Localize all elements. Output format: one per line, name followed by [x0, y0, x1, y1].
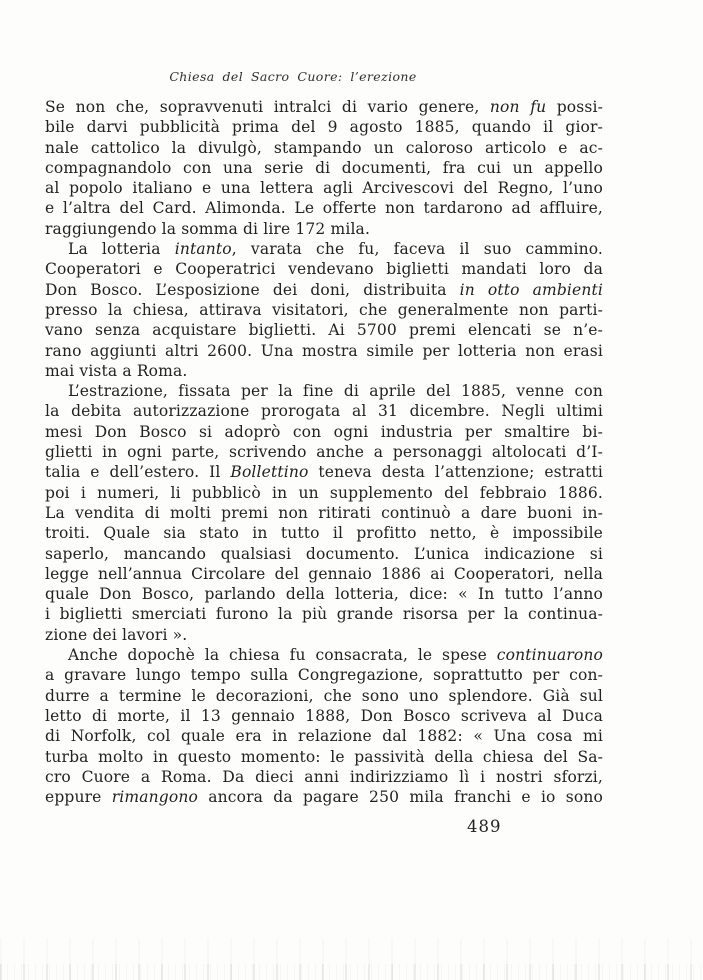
paragraph: [45, 239, 603, 381]
text-line: zione dei lavori ».: [45, 625, 188, 644]
text-line: poi i numeri, li pubblicò in un supplemento del febbraio 1886.: [45, 483, 603, 502]
text-line: quale Don Bosco, parlando della lotteria, dice: « In tutto l’anno: [45, 585, 603, 604]
text-line: rano aggiunti altri 2600. Una mostra simile per lotteria non erasi: [45, 341, 603, 360]
page-number: 489: [467, 817, 502, 836]
text-line: glietti in ogni parte, scrivendo anche a personaggi altolocati d’I-: [45, 443, 603, 462]
text-line: La lotteria intanto, varata che fu, faceva il suo cammino.: [68, 240, 603, 259]
text-line: compagnandolo con una serie di documenti, fra cui un appello: [45, 158, 603, 177]
text-line: a gravare lungo tempo sulla Congregazione, soprattutto per con-: [45, 666, 603, 685]
paragraph: [45, 645, 603, 807]
text-line: Anche dopochè la chiesa fu consacrata, le spese continuarono: [68, 646, 603, 665]
text-line: talia e dell’estero. Il Bollettino teneva desta l’attenzione; estratti: [45, 463, 603, 482]
scan-edge-artifact: [0, 964, 703, 980]
text-line: La vendita di molti premi non ritirati continuò a dare buoni in-: [45, 503, 603, 522]
text-line: al popolo italiano e una lettera agli Arcivescovi del Regno, l’uno: [45, 179, 603, 198]
page-text: [45, 97, 603, 807]
text-line: cro Cuore a Roma. Da dieci anni indirizziamo lì i nostri sforzi,: [45, 767, 603, 786]
text-line: troiti. Quale sia stato in tutto il profitto netto, è impossibile: [45, 524, 603, 543]
text-line: L’estrazione, fissata per la fine di aprile del 1885, venne con: [68, 382, 603, 401]
text-line: saperlo, mancando qualsiasi documento. L’unica indicazione si: [45, 544, 603, 563]
scan-edge-artifact: [0, 938, 703, 964]
text-line: i biglietti smerciati furono la più grande risorsa per la continua-: [45, 605, 603, 624]
text-line: di Norfolk, col quale era in relazione dal 1882: « Una cosa mi: [45, 727, 603, 746]
text-line: Don Bosco. L’esposizione dei doni, distribuita in otto ambienti: [45, 280, 603, 299]
paragraph: [45, 381, 603, 645]
running-header: Chiesa del Sacro Cuore: l’erezione: [169, 69, 417, 84]
text-line: mesi Don Bosco si adoprò con ogni industria per smaltire bi-: [45, 422, 603, 441]
text-line: durre a termine le decorazioni, che sono uno splendore. Già sul: [45, 686, 603, 705]
text-line: mai vista a Roma.: [45, 361, 188, 380]
text-line: bile darvi pubblicità prima del 9 agosto 1885, quando il gior-: [45, 118, 603, 137]
text-line: legge nell’annua Circolare del gennaio 1886 ai Cooperatori, nella: [45, 564, 603, 583]
text-line: la debita autorizzazione prorogata al 31 dicembre. Negli ultimi: [45, 402, 603, 421]
paragraph: [45, 97, 603, 239]
text-line: eppure rimangono ancora da pagare 250 mila franchi e io sono: [45, 788, 603, 807]
text-line: letto di morte, il 13 gennaio 1888, Don Bosco scriveva al Duca: [45, 706, 603, 725]
text-line: turba molto in questo momento: le passività della chiesa del Sa-: [45, 747, 603, 766]
text-line: vano senza acquistare biglietti. Ai 5700 premi elencati se n’e-: [45, 321, 603, 340]
text-line: raggiungendo la somma di lire 172 mila.: [45, 219, 371, 238]
text-line: presso la chiesa, attirava visitatori, che generalmente non parti-: [45, 300, 603, 319]
text-line: nale cattolico la divulgò, stampando un caloroso articolo e ac-: [45, 138, 603, 157]
text-line: e l’altra del Card. Alimonda. Le offerte non tardarono ad affluire,: [45, 199, 603, 218]
text-line: Se non che, sopravvenuti intralci di vario genere, non fu possi-: [45, 98, 603, 116]
text-line: Cooperatori e Cooperatrici vendevano biglietti mandati loro da: [45, 260, 603, 279]
